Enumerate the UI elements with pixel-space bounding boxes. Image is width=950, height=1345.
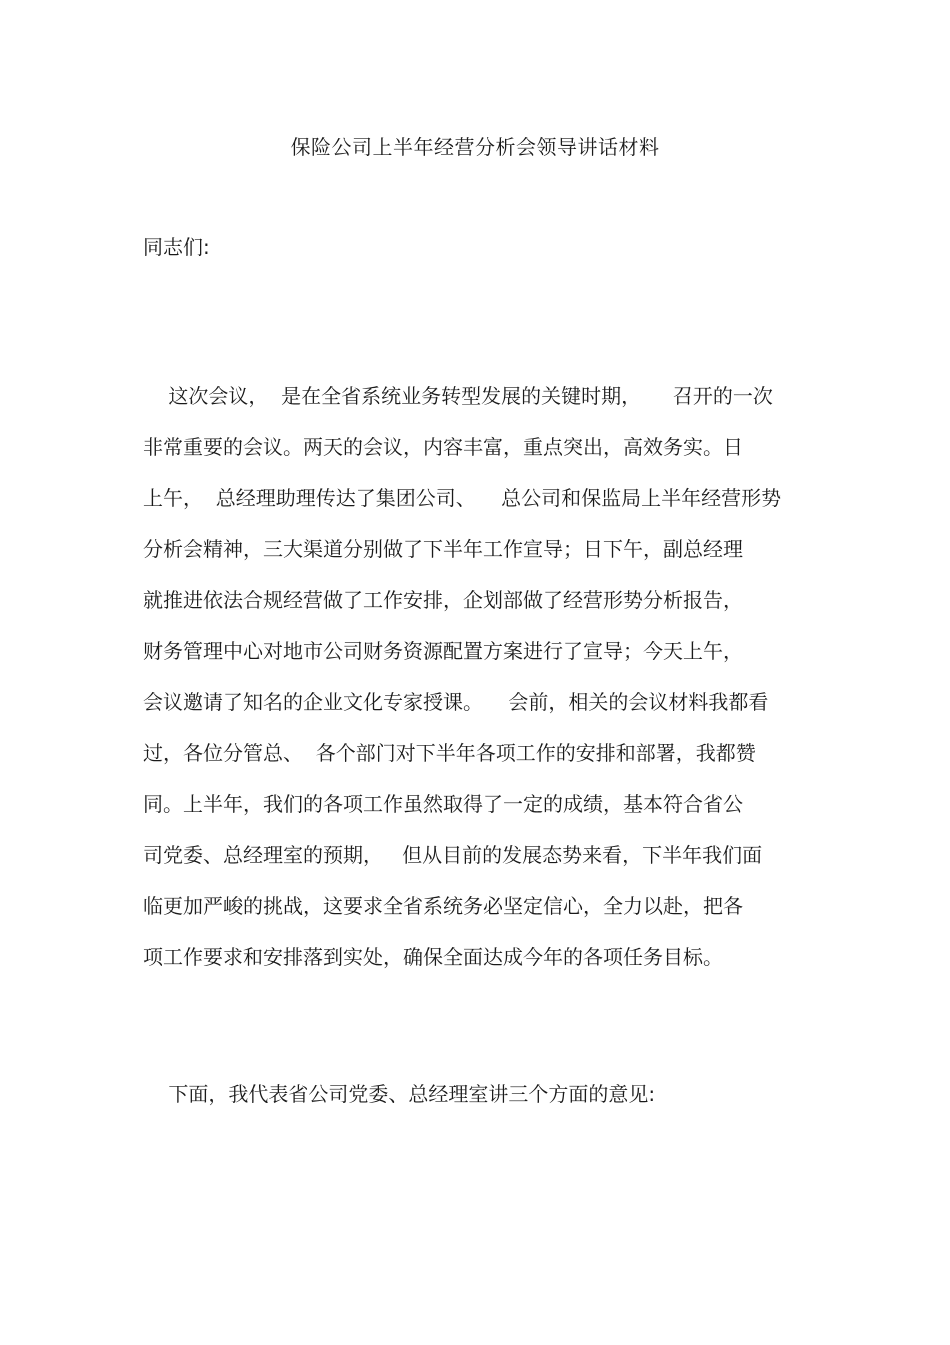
paragraph-line: 同。上半年，我们的各项工作虽然取得了一定的成绩，基本符合省公 xyxy=(143,792,743,816)
body-paragraph xyxy=(143,379,823,991)
paragraph-line: 非常重要的会议。两天的会议，内容丰富，重点突出，高效务实。日 xyxy=(143,435,743,459)
paragraph-line: 会议邀请了知名的企业文化专家授课。 会前，相关的会议材料我都看 xyxy=(143,690,769,714)
salutation: 同志们: xyxy=(143,235,210,259)
paragraph-line: 财务管理中心对地市公司财务资源配置方案进行了宣导；今天上午， xyxy=(143,639,743,663)
closing-paragraph: 下面，我代表省公司党委、总经理室讲三个方面的意见: xyxy=(143,1082,656,1106)
paragraph-line: 过，各位分管总、 各个部门对下半年各项工作的安排和部署，我都赞 xyxy=(143,741,756,765)
paragraph-line: 临更加严峻的挑战，这要求全省系统务必坚定信心，全力以赴，把各 xyxy=(143,894,743,918)
document-title: 保险公司上半年经营分析会领导讲话材料 xyxy=(290,135,660,159)
paragraph-line: 项工作要求和安排落到实处，确保全面达成今年的各项任务目标。 xyxy=(143,945,723,969)
paragraph-line: 上午， 总经理助理传达了集团公司、 总公司和保监局上半年经营形势 xyxy=(143,486,782,510)
paragraph-line: 这次会议， 是在全省系统业务转型发展的关键时期， 召开的一次 xyxy=(143,384,773,408)
paragraph-line: 司党委、总经理室的预期， 但从目前的发展态势来看，下半年我们面 xyxy=(143,843,763,867)
paragraph-line: 分析会精神，三大渠道分别做了下半年工作宣导；日下午，副总经理 xyxy=(143,537,743,561)
paragraph-line: 就推进依法合规经营做了工作安排，企划部做了经营形势分析报告， xyxy=(143,588,743,612)
